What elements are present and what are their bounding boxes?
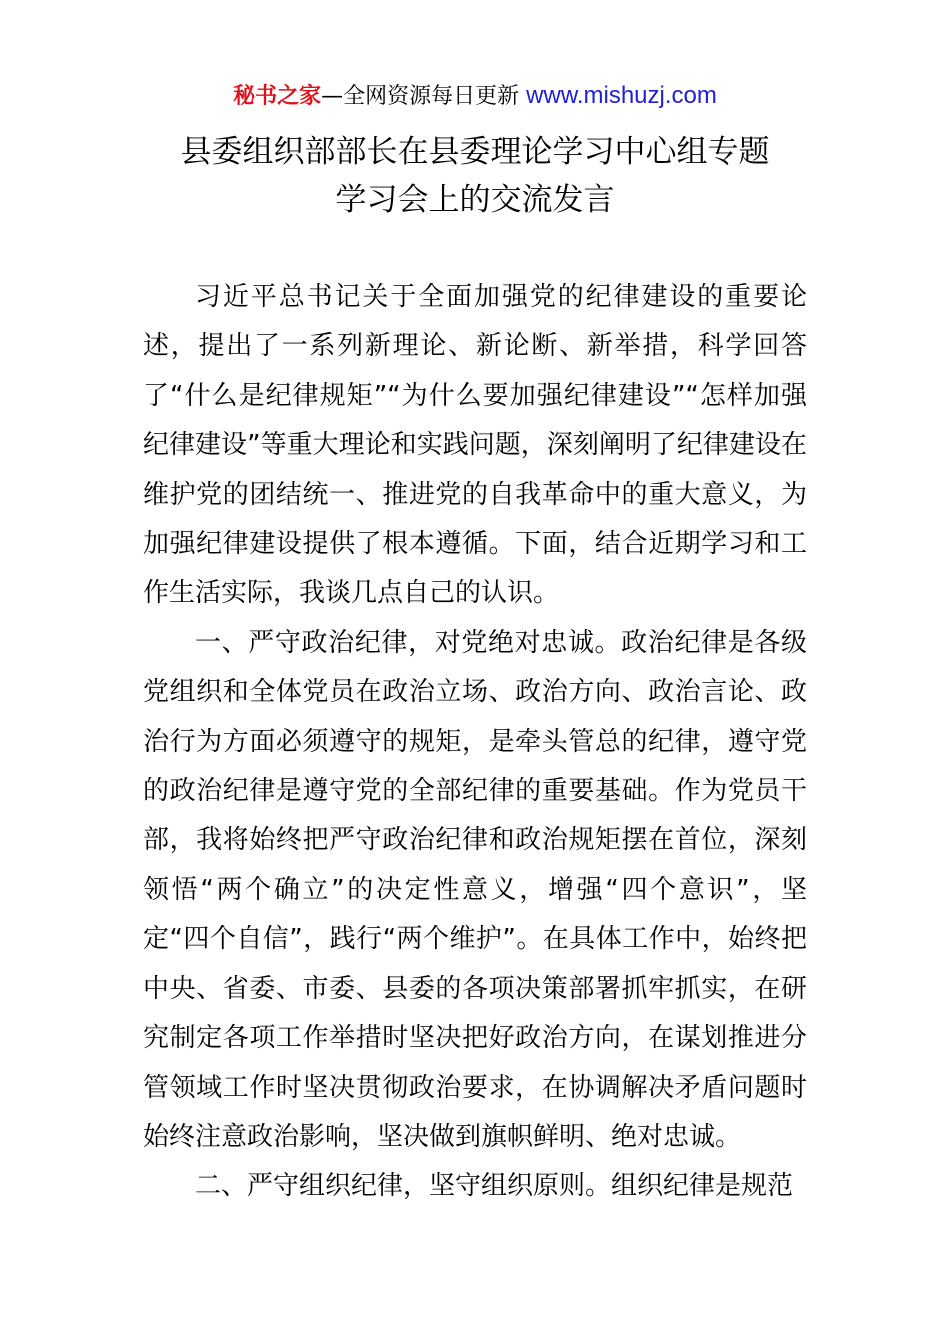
paragraph: 习近平总书记关于全面加强党的纪律建设的重要论述，提出了一系列新理论、新论断、新举措，科学回答了“什么是纪律规矩”“为什么要加强纪律建设”“怎样加强纪律建设”等重大理论和实践问题，深刻阐明了纪律建设在维护党的团结统一、推进党的自我革命中的重大意义，为加强纪律建设提供了根本遵循。下面，结合近期学习和工作生活实际，我谈几点自己的认识。 bbox=[143, 282, 807, 609]
title-line: 学习会上的交流发言 bbox=[335, 182, 615, 218]
header-tagline: —全网资源每日更新 bbox=[321, 84, 520, 109]
header-banner bbox=[0, 80, 950, 113]
title-line: 县委组织部部长在县委理论学习中心组专题 bbox=[180, 134, 770, 170]
website-link[interactable]: www.mishuzj.com bbox=[526, 82, 717, 109]
brand-name: 秘书之家 bbox=[233, 84, 322, 109]
paragraph: 一、严守政治纪律，对党绝对忠诚。政治纪律是各级党组织和全体党员在政治立场、政治方向、政治言论、政治行为方面必须遵守的规矩，是牵头管总的纪律，遵守党的政治纪律是遵守党的全部纪律的重要基础。作为党员干部，我将始终把严守政治纪律和政治规矩摆在首位，深刻领悟“两个确立”的决定性意义，增强“四个意识”，坚定“四个自信”，践行“两个维护”。在具体工作中，始终把中央、省委、市委、县委的各项决策部署抓牢抓实，在研究制定各项工作举措时坚决把好政治方向，在谋划推进分管领域工作时坚决贯彻政治要求，在协调解决矛盾问题时始终注意政治影响，坚决做到旗帜鲜明、绝对忠诚。 bbox=[143, 627, 807, 1152]
document-title bbox=[0, 128, 950, 224]
document-body bbox=[143, 273, 807, 1212]
paragraph: 二、严守组织纪律，坚守组织原则。组织纪律是规范 bbox=[195, 1171, 794, 1202]
